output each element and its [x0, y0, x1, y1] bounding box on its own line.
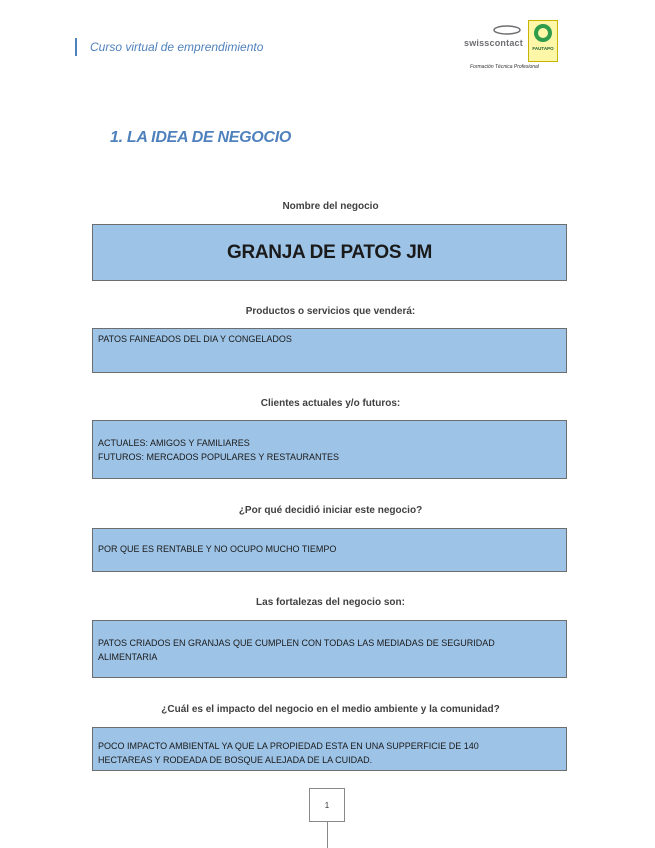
- field-box-reason: [92, 528, 567, 572]
- field-value-impact: POCO IMPACTO AMBIENTAL YA QUE LA PROPIEDAD ESTA EN UNA SUPPERFICIE DE 140 HECTAREAS Y RODEADA DE BOSQUE ALEJADA DE LA CUIDAD.: [98, 741, 479, 765]
- field-label-strengths: Las fortalezas del negocio son:: [256, 597, 405, 608]
- field-value-products: PATOS FAINEADOS DEL DIA Y CONGELADOS: [98, 334, 292, 344]
- fautapo-emblem-icon: [528, 20, 558, 62]
- business-name-label: Nombre del negocio: [282, 201, 379, 212]
- logo-tagline: Formación Técnica Profesional: [470, 64, 539, 70]
- section-title: 1. LA IDEA DE NEGOCIO: [110, 129, 291, 146]
- page-number: 1: [309, 788, 345, 822]
- business-name-value: GRANJA DE PATOS JM: [226, 241, 433, 263]
- page-number-connector: [327, 822, 328, 848]
- field-value-strengths: PATOS CRIADOS EN GRANJAS QUE CUMPLEN CON TODAS LAS MEDIADAS DE SEGURIDAD ALIMENTARIA: [98, 638, 495, 662]
- field-box-products: [92, 328, 567, 373]
- course-title: Curso virtual de emprendimiento: [90, 40, 264, 54]
- field-label-products: Productos o servicios que venderá:: [245, 306, 416, 317]
- field-box-strengths: [92, 620, 567, 678]
- emblem-text: FAUTAPO: [532, 46, 554, 51]
- field-box-impact: [92, 727, 567, 771]
- swisscontact-mark-icon: [492, 24, 522, 36]
- field-label-clients: Clientes actuales y/o futuros:: [260, 398, 401, 409]
- business-name-box: [92, 224, 567, 281]
- header-accent-bar: [75, 38, 77, 56]
- field-label-reason: ¿Por qué decidió iniciar este negocio?: [238, 505, 423, 516]
- brand-name: swisscontact: [464, 38, 523, 48]
- field-value-clients: ACTUALES: AMIGOS Y FAMILIARES FUTUROS: MERCADOS POPULARES Y RESTAURANTES: [98, 438, 340, 462]
- sponsor-logo: [462, 18, 562, 73]
- field-label-impact: ¿Cuál es el impacto del negocio en el medio ambiente y la comunidad?: [161, 704, 500, 715]
- field-box-clients: [92, 420, 567, 479]
- field-value-reason: POR QUE ES RENTABLE Y NO OCUPO MUCHO TIEMPO: [98, 544, 337, 554]
